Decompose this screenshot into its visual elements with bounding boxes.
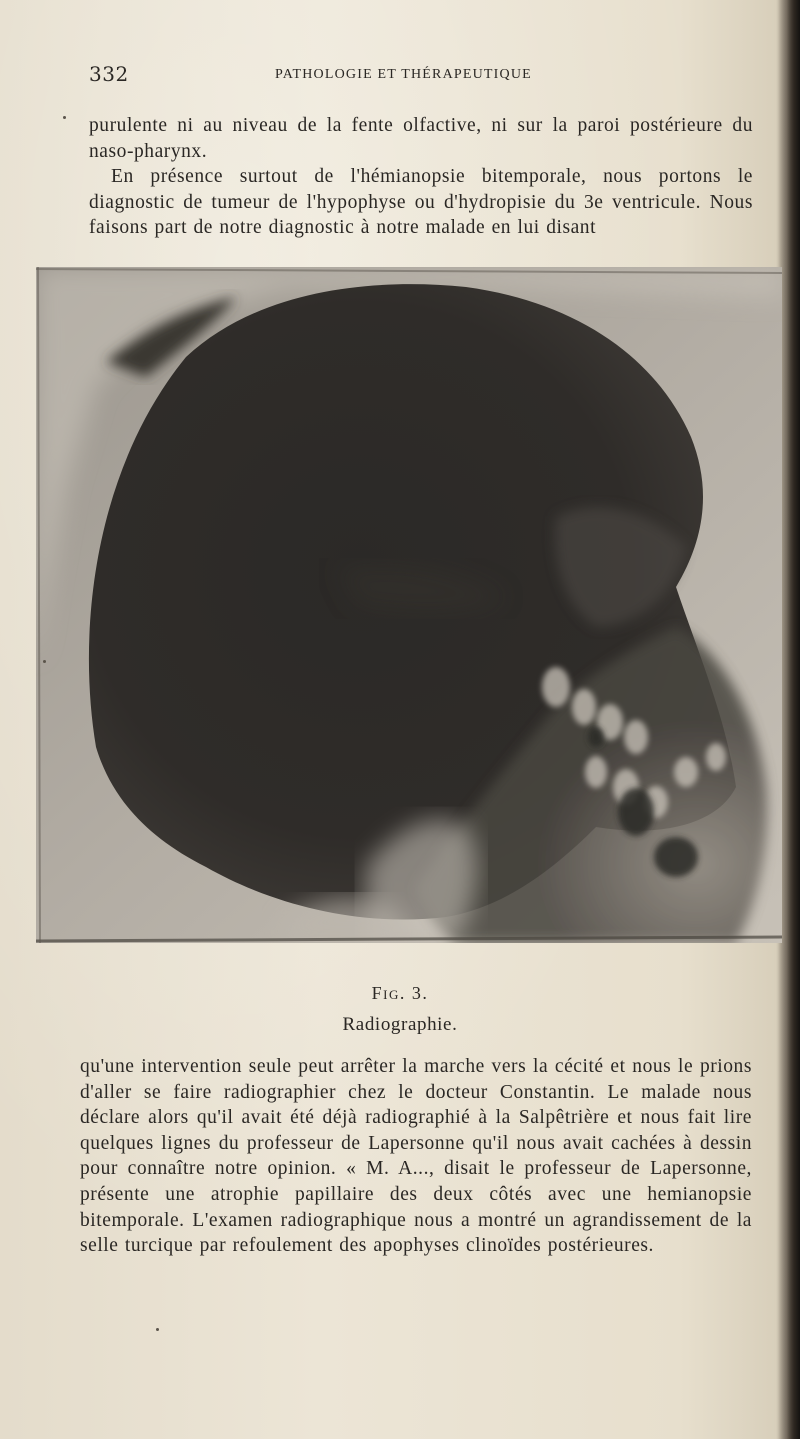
- figure-label: Fig. 3.: [371, 983, 429, 1003]
- paragraph-radiography: qu'une intervention seule peut arrêter la marche vers la cécité et nous le prions d'aller se faire radiographier chez le docteur Constantin. Le malade nous déclare alors qu'il avait été déjà radiographié à la Salpêtrière et nous fait lire quelques lignes du professeur de Lapersonne qu'il nous avait cachées à dessin pour connaître notre opinion. « M. A..., disait le professeur de Lapersonne, présente une atrophie papillaire des deux côtés avec une hemianopsie bitemporale. L'examen radiographique nous a montré un agrandissement de la selle turcique par refoulement des apophyses clinoïdes postérieures.: [80, 1056, 752, 1257]
- paper-speck: [63, 116, 66, 119]
- radiograph-figure: [36, 267, 782, 943]
- bottom-text-block: [80, 1054, 752, 1259]
- paper-speck: [43, 660, 46, 663]
- figure-caption: Radiographie.: [342, 1014, 458, 1035]
- skull-radiograph-image: [36, 267, 782, 943]
- page-number: 332: [89, 62, 129, 86]
- paragraph-diagnosis: En présence surtout de l'hémianopsie bitemporale, nous portons le diagnostic de tumeur de l'hypophyse ou d'hydropisie du 3e ventricule. Nous faisons part de notre diagnostic à notre malade en lui disant: [89, 166, 753, 239]
- page-header: [89, 62, 749, 92]
- top-text-block: [89, 113, 753, 241]
- paragraph-continuation: purulente ni au niveau de la fente olfactive, ni sur la paroi postérieure du naso-pharynx.: [89, 115, 753, 162]
- paper-speck: [156, 1328, 159, 1331]
- running-title: PATHOLOGIE ET THÉRAPEUTIQUE: [275, 67, 532, 82]
